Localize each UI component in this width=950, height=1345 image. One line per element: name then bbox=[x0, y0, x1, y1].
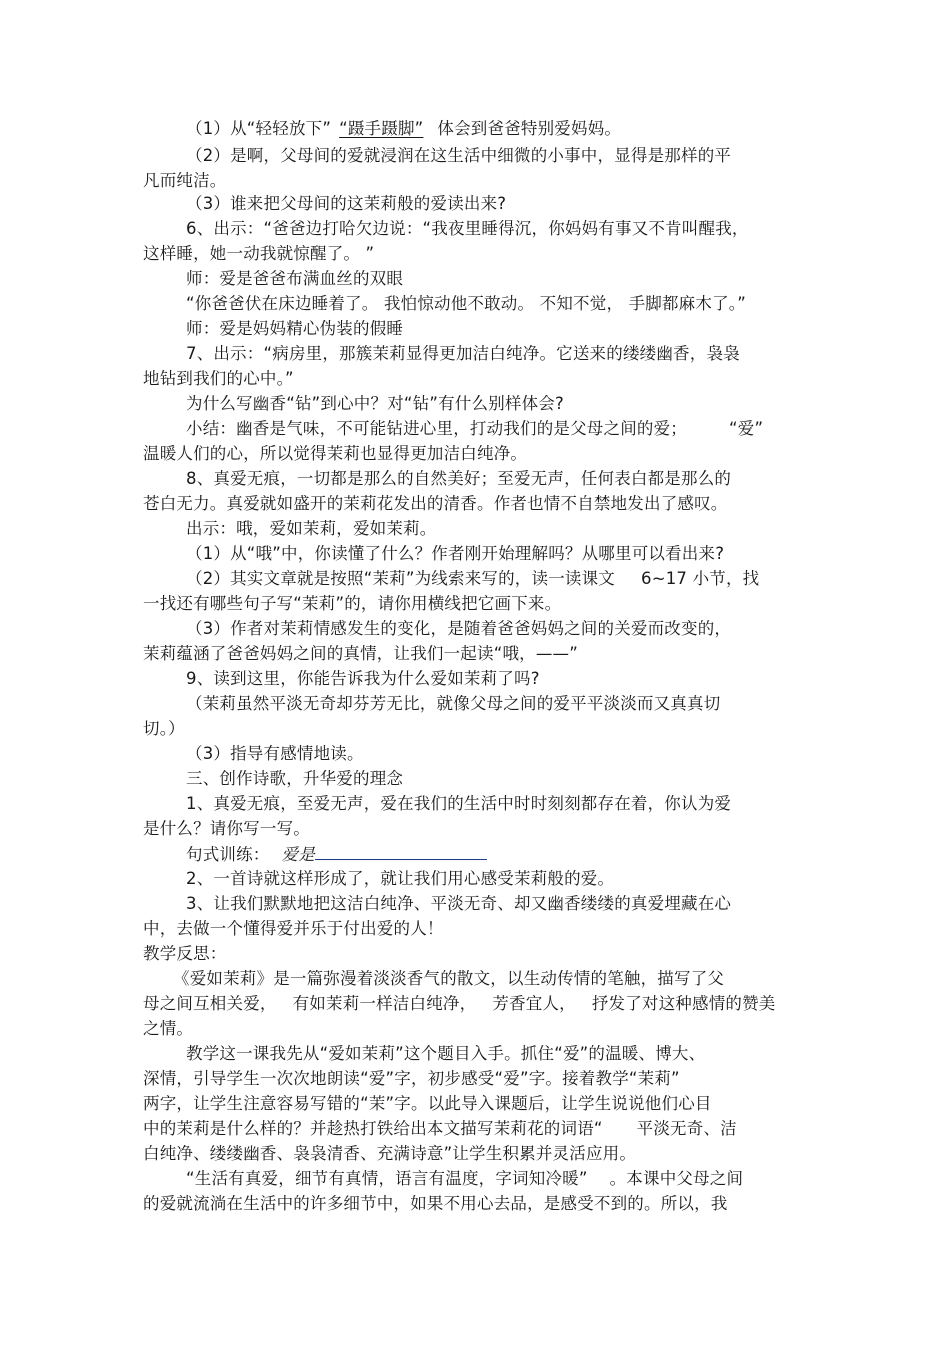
text-line: 两字，让学生注意容易写错的“茉”字。以此导入课题后，让学生说说他们心目 bbox=[143, 1094, 712, 1113]
text-line: （3）作者对茉莉情感发生的变化，是随着爸爸妈妈之间的关爱而改变的， bbox=[186, 619, 732, 638]
text-line: （2）是啊，父母间的爱就浸润在这生活中细微的小事中，显得是那样的平 bbox=[186, 146, 732, 165]
text-line bbox=[143, 1118, 737, 1140]
text-line: 是什么？请你写一写。 bbox=[143, 819, 310, 838]
text-span: 。本课中父母之间 bbox=[609, 1169, 744, 1188]
text-line: 苍白无力。真爱就如盛开的茉莉花发出的清香。作者也情不自禁地发出了感叹。 bbox=[143, 494, 728, 513]
fill-in-blank bbox=[315, 843, 487, 860]
text-line: 深情，引导学生一次次地朗读“爱”字，初步感受“爱”字。接着教学“茉莉” bbox=[143, 1069, 680, 1088]
text-span: （1）从“轻轻放下” bbox=[186, 119, 332, 138]
text-line: 凡而纯洁。 bbox=[143, 171, 227, 190]
text-line bbox=[143, 993, 776, 1015]
text-line: 为什么写幽香“钻”到心中？对“钻”有什么别样体会? bbox=[186, 394, 564, 413]
text-line: 之情。 bbox=[143, 1019, 194, 1038]
text-line bbox=[186, 1168, 743, 1190]
text-span: 母之间互相关爱， bbox=[143, 994, 277, 1013]
text-line: 2、一首诗就这样形成了，就让我们用心感受茉莉般的爱。 bbox=[186, 869, 615, 888]
text-line: 这样睡，她一动我就惊醒了。 ” bbox=[143, 244, 375, 263]
text-line: （茉莉虽然平淡无奇却芬芳无比，就像父母之间的爱平平淡淡而又真真切 bbox=[186, 694, 721, 713]
text-span: 中的茉莉是什么样的？并趁热打铁给出本文描写茉莉花的词语“ bbox=[143, 1119, 603, 1138]
text-line: 温暖人们的心，所以觉得茉莉也显得更加洁白纯净。 bbox=[143, 444, 528, 463]
text-line: 地钻到我们的心中。” bbox=[143, 369, 294, 388]
text-line bbox=[186, 118, 621, 140]
text-line: 6、出示：“爸爸边打哈欠边说：“我夜里睡得沉，你妈妈有事又不肯叫醒我， bbox=[186, 219, 749, 238]
text-span: “爱” bbox=[729, 419, 764, 438]
text-line: 出示：哦，爱如茉莉，爱如茉莉。 bbox=[186, 519, 437, 538]
text-line bbox=[186, 843, 487, 866]
text-line: 茉莉蕴涵了爸爸妈妈之间的真情，让我们一起读“哦，——” bbox=[143, 644, 578, 663]
underlined-phrase: “蹑手蹑脚” bbox=[339, 119, 424, 138]
text-line: 教学这一课我先从“爱如茉莉”这个题目入手。抓住“爱”的温暖、博大、 bbox=[186, 1044, 706, 1063]
text-line: 3、让我们默默地把这洁白纯净、平淡无奇、却又幽香缕缕的真爱埋藏在心 bbox=[186, 894, 732, 913]
text-span: 小结：幽香是气味，不可能钻进心里，打动我们的是父母之间的爱； bbox=[186, 419, 687, 438]
text-line: 7、出示：“病房里，那簇茉莉显得更加洁白纯净。它送来的缕缕幽香，袅袅 bbox=[186, 344, 740, 363]
text-line bbox=[186, 568, 759, 590]
text-line: 切。） bbox=[143, 719, 185, 738]
text-line: 8、真爱无痕，一切都是那么的自然美好；至爱无声，任何表白都是那么的 bbox=[186, 469, 732, 488]
text-span: （2）其实文章就是按照“茉莉”为线索来写的，读一读课文 bbox=[186, 569, 615, 588]
text-line: 的爱就流淌在生活中的许多细节中，如果不用心去品，是感受不到的。所以，我 bbox=[143, 1194, 728, 1213]
text-line: 三、创作诗歌，升华爱的理念 bbox=[186, 769, 404, 788]
text-line: 9、读到这里，你能告诉我为什么爱如茉莉了吗? bbox=[186, 669, 540, 688]
text-line: 一找还有哪些句子写“茉莉”的，请你用横线把它画下来。 bbox=[143, 594, 562, 613]
text-span: “生活有真爱，细节有真情，语言有温度，字词知冷暖” bbox=[186, 1169, 588, 1188]
section-heading: 教学反思： bbox=[143, 944, 227, 963]
text-line: （3）谁来把父母间的这茉莉般的爱读出来? bbox=[186, 194, 507, 213]
text-span: 有如茉莉一样洁白纯净， bbox=[292, 994, 477, 1013]
text-span: 6~17 小节，找 bbox=[641, 569, 760, 588]
text-line bbox=[186, 418, 763, 440]
text-line: 中，去做一个懂得爱并乐于付出爱的人！ bbox=[143, 919, 444, 938]
text-line: 师：爱是爸爸布满血丝的双眼 bbox=[186, 269, 404, 288]
text-line: （3）指导有感情地读。 bbox=[186, 744, 364, 763]
fill-in-prompt: 爱是 bbox=[281, 845, 315, 864]
text-line: （1）从“哦”中，你读懂了什么？作者刚开始理解吗？从哪里可以看出来? bbox=[186, 544, 725, 563]
text-span: 平淡无奇、洁 bbox=[636, 1119, 737, 1138]
text-line: 1、真爱无痕，至爱无声，爱在我们的生活中时时刻刻都存在着，你认为爱 bbox=[186, 794, 732, 813]
text-span: 句式训练： bbox=[186, 845, 270, 864]
text-span: 抒发了对这种感情的赞美 bbox=[591, 994, 776, 1013]
text-line: 师：爱是妈妈精心伪装的假睡 bbox=[186, 319, 404, 338]
text-line: 《爱如茉莉》是一篇弥漫着淡淡香气的散文，以生动传情的笔触，描写了父 bbox=[173, 969, 725, 988]
text-line: 白纯净、缕缕幽香、袅袅清香、充满诗意”让学生积累并灵活应用。 bbox=[143, 1144, 637, 1163]
text-span: 体会到爸爸特别爱妈妈。 bbox=[437, 119, 622, 138]
text-line: “你爸爸伏在床边睡着了。 我怕惊动他不敢动。 不知不觉， 手脚都麻木了。” bbox=[186, 294, 746, 313]
text-span: 芳香宜人， bbox=[492, 994, 576, 1013]
